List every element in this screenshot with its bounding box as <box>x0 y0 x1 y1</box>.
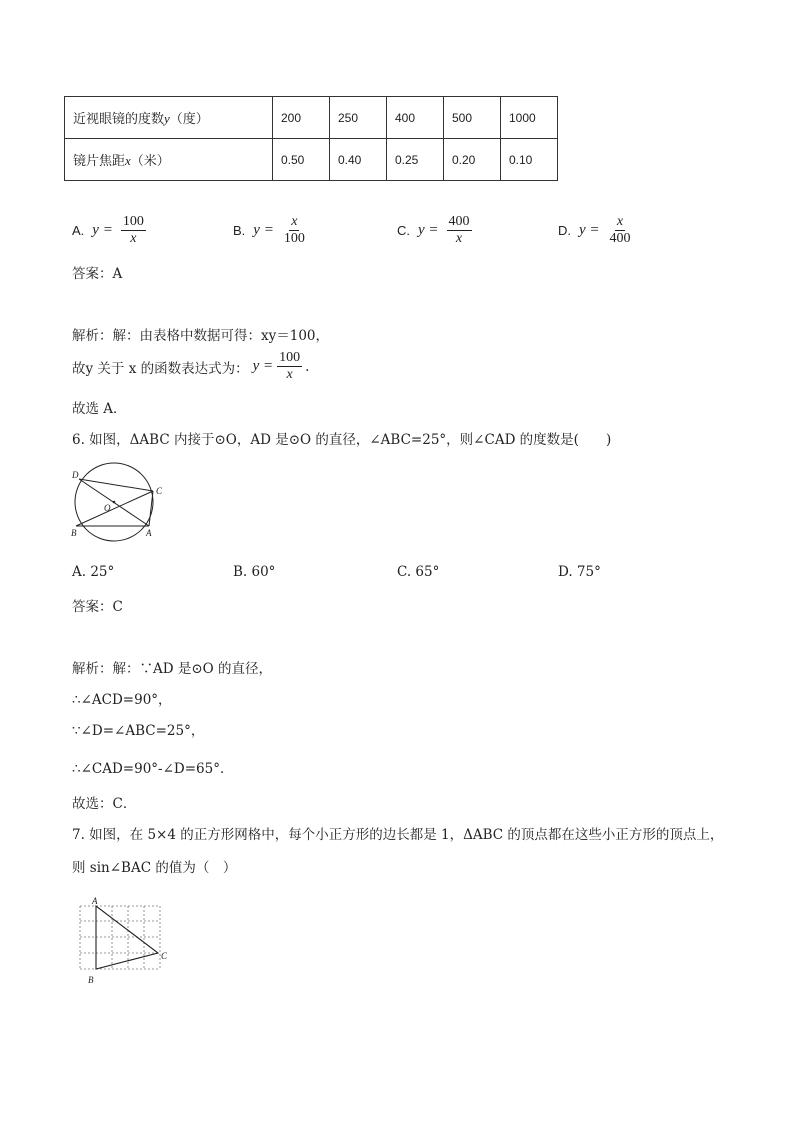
q5-option-d[interactable]: D. y = $\frac{x}{400}$ <box>558 214 631 246</box>
label-c: C <box>156 486 163 496</box>
q6-analysis-line: ∵∠D=∠ABC=25°， <box>72 723 205 739</box>
q5-analysis-line2: 故y 关于 x 的函数表达式为： y = $\frac{100}{x}$ . <box>72 350 310 382</box>
fraction: $\frac{x}{100}$ <box>283 214 305 246</box>
table-cell: 0.25 <box>387 139 444 181</box>
q6-option-c[interactable]: C. 65° <box>397 564 440 580</box>
label-b: B <box>71 528 77 538</box>
table-cell: 0.20 <box>444 139 501 181</box>
table-cell: 0.50 <box>273 139 330 181</box>
q5-analysis-line3: 故选 A． <box>72 401 127 417</box>
table-cell: 0.10 <box>501 139 558 181</box>
q6-answer: 答案：C <box>72 599 123 615</box>
row-header-focal: 镜片焦距x（米） <box>65 139 273 181</box>
data-table <box>64 96 558 181</box>
table-cell: 0.40 <box>330 139 387 181</box>
circle-figure <box>66 456 170 548</box>
q7-stem-line2: 则 sin∠BAC 的值为（ ） <box>72 860 237 876</box>
table-cell: 400 <box>387 97 444 139</box>
table-row <box>65 139 558 181</box>
q6-analysis-line: ∴∠ACD=90°， <box>72 692 172 708</box>
q6-option-a[interactable]: A. 25° <box>72 564 115 580</box>
label-o: O <box>104 503 111 513</box>
fraction: $\frac{100}{x}$ <box>279 350 301 382</box>
q5-option-b[interactable]: B. y = $\frac{x}{100}$ <box>233 214 305 246</box>
table-cell: 1000 <box>501 97 558 139</box>
q5-answer: 答案：A <box>72 266 123 282</box>
fraction: $\frac{400}{x}$ <box>448 214 470 246</box>
q6-option-d[interactable]: D. 75° <box>558 564 601 580</box>
q6-analysis-line: ∴∠CAD=90°-∠D=65°． <box>72 761 234 777</box>
label-b: B <box>88 975 94 985</box>
q6-analysis-line: 故选：C． <box>72 796 137 812</box>
table-cell: 250 <box>330 97 387 139</box>
q6-option-b[interactable]: B. 60° <box>233 564 276 580</box>
fraction: $\frac{x}{400}$ <box>609 214 631 246</box>
q5-option-c[interactable]: C. y = $\frac{400}{x}$ <box>397 214 470 246</box>
label-a: A <box>92 896 98 906</box>
grid-figure <box>74 896 174 988</box>
table-row <box>65 97 558 139</box>
row-header-degree: 近视眼镜的度数y（度） <box>65 97 273 139</box>
q7-stem-line1: 7. 如图，在 5×4 的正方形网格中，每个小正方形的边长都是 1，ΔABC 的顶点都在这些小正方形的顶点上， <box>72 827 724 843</box>
q5-option-a[interactable]: A. y = $\frac{100}{x}$ <box>72 214 144 246</box>
fraction: $\frac{100}{x}$ <box>122 214 144 246</box>
label-a: A <box>146 528 152 538</box>
label-d: D <box>72 470 79 480</box>
table-cell: 500 <box>444 97 501 139</box>
q5-analysis-line1: 解析：解：由表格中数据可得：xy＝100， <box>72 328 330 344</box>
label-c: C <box>161 951 168 961</box>
q6-stem: 6. 如图，ΔABC 内接于⊙O，AD 是⊙O 的直径，∠ABC=25°，则∠CAD 的度数是( ) <box>72 432 612 448</box>
q6-analysis-line: 解析：解：∵AD 是⊙O 的直径， <box>72 661 273 677</box>
table-cell: 200 <box>273 97 330 139</box>
